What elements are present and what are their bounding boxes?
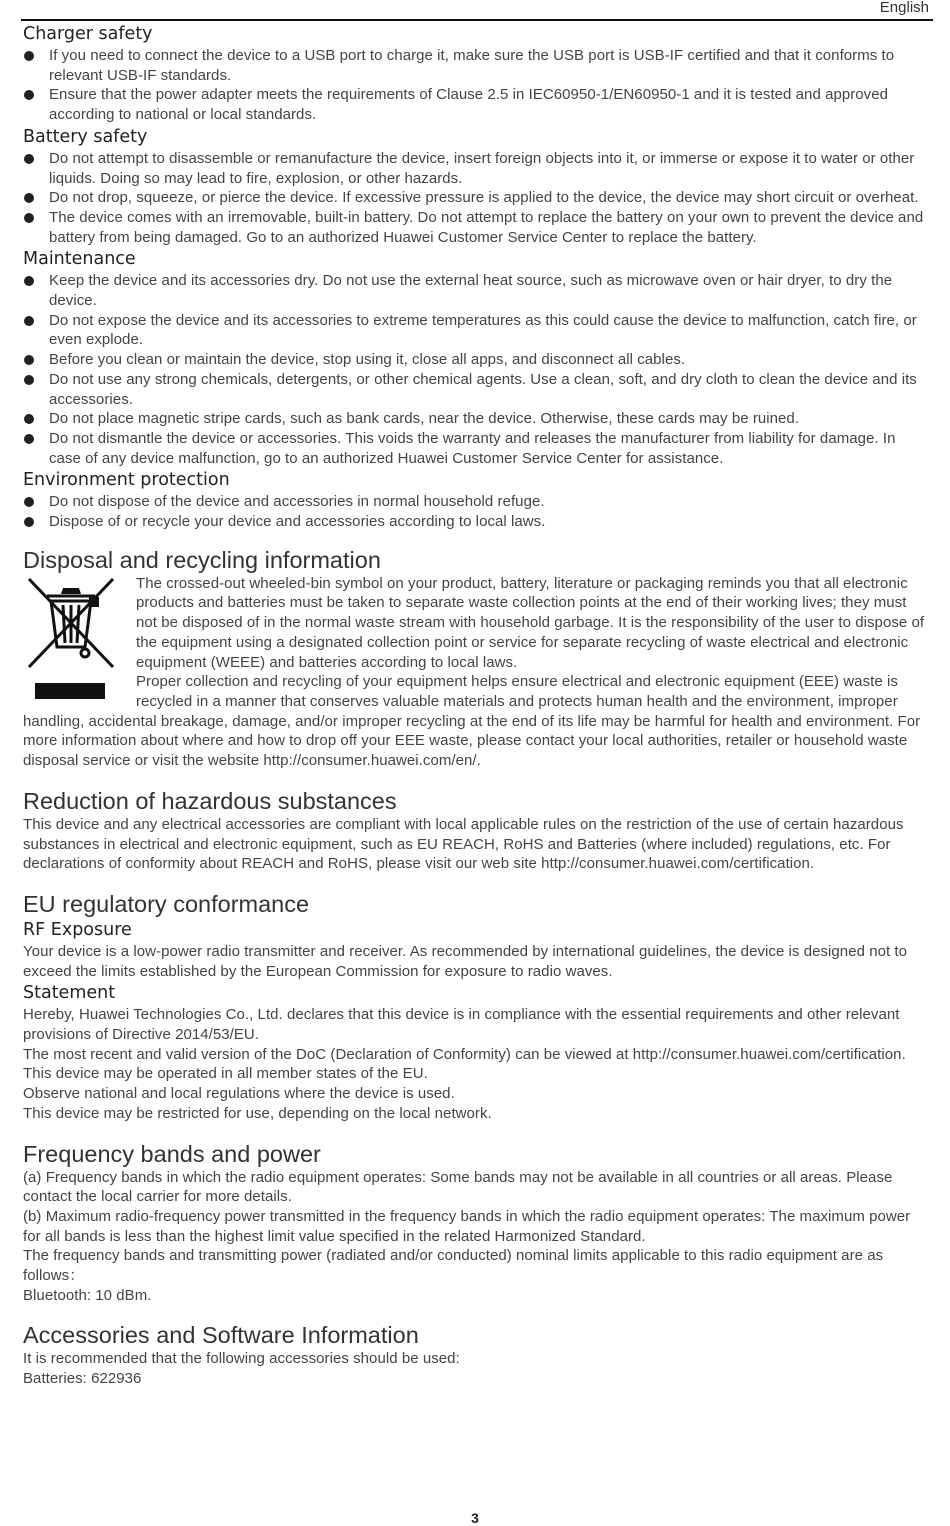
statement-line: This device may be operated in all member states of the EU.	[23, 1065, 428, 1083]
disposal-paragraph-2: Proper collection and recycling of your equipment helps ensure electrical and electronic equipment (EEE) waste is recycled in a manner that conserves valuable materials and protects human health and the environment, improper handling, accidental breakage, damage, and/or improper recycling at the end of its life may be harmful for health and environment. For more information about where and how to drop off your EEE waste, please contact your local authorities, retailer or household waste disposal service or visit the website http://consumer.huawei.com/en/.	[23, 673, 921, 770]
list-item: Dispose of or recycle your device and accessories according to local laws.	[23, 512, 931, 532]
frequency-line: (a) Frequency bands in which the radio equipment operates: Some bands may not be available in all countries or all areas. Please contact the local carrier for more details.	[23, 1168, 893, 1206]
statement-line: This device may be restricted for use, depending on the local network.	[23, 1104, 492, 1122]
bullet-icon	[24, 355, 34, 365]
disposal-section	[23, 574, 931, 771]
list-item: Do not attempt to disassemble or remanufacture the device, insert foreign objects into it, or immerse or expose it to water or other liquids. Doing so may lead to fire, explosion, or other hazards.	[23, 149, 931, 188]
battery-safety-heading: Battery safety	[23, 126, 148, 147]
page-content	[23, 22, 931, 1389]
rf-exposure-heading: RF Exposure	[23, 919, 132, 940]
list-item: Do not expose the device and its accessories to extreme temperatures as this could cause the device to malfunction, catch fire, or even explode.	[23, 311, 931, 350]
maintenance-list	[23, 271, 931, 468]
rf-exposure-paragraph: Your device is a low-power radio transmitter and receiver. As recommended by international guidelines, the device is designed not to exceed the limits established by the European Commission for exposure to radio waves.	[23, 942, 908, 980]
list-item: The device comes with an irremovable, built-in battery. Do not attempt to replace the battery on your own to prevent the device and battery from being damaged. Go to an authorized Huawei Customer Service Center to replace the battery.	[23, 208, 931, 247]
bullet-icon	[24, 90, 34, 100]
maintenance-heading: Maintenance	[23, 249, 136, 270]
accessories-heading: Accessories and Software Information	[23, 1322, 419, 1349]
charger-safety-list	[23, 46, 931, 125]
bullet-icon	[24, 213, 34, 223]
language-label: English	[879, 0, 929, 16]
header-rule	[21, 19, 933, 21]
bullet-icon	[24, 154, 34, 164]
statement-heading: Statement	[23, 983, 116, 1004]
environment-protection-list	[23, 492, 931, 531]
list-item: If you need to connect the device to a USB port to charge it, make sure the USB port is USB-IF certified and that it conforms to relevant USB-IF standards.	[23, 46, 931, 85]
accessories-line: It is recommended that the following accessories should be used:	[23, 1350, 460, 1368]
hazardous-heading: Reduction of hazardous substances	[23, 787, 397, 814]
disposal-paragraph-1: The crossed-out wheeled-bin symbol on your product, battery, literature or packaging reminds you that all electronic products and batteries must be taken to separate waste collection points at the end of their working lives; they must not be disposed of in the normal waste stream with household garbage. It is the responsibility of the user to dispose of the equipment using a designated collection point or service for separate recycling of waste electrical and electronic equipment (WEEE) and batteries according to local laws.	[136, 574, 925, 671]
statement-line: Observe national and local regulations where the device is used.	[23, 1085, 455, 1103]
list-item: Ensure that the power adapter meets the requirements of Clause 2.5 in IEC60950-1/EN60950-1 and it is tested and approved according to national or local standards.	[23, 85, 931, 124]
list-item: Do not use any strong chemicals, detergents, or other chemical agents. Use a clean, soft, and dry cloth to clean the device and its accessories.	[23, 370, 931, 409]
hazardous-paragraph: This device and any electrical accessories are compliant with local applicable rules on the restriction of the use of certain hazardous substances in electrical and electronic equipment, such as EU REACH, RoHS and Batteries (where included) regulations, etc. For declarations of conformity about REACH and RoHS, please visit our web site http://consumer.huawei.com/certification.	[23, 815, 904, 873]
bullet-icon	[24, 434, 34, 444]
bin-drawing	[23, 575, 121, 681]
list-item: Do not drop, squeeze, or pierce the device. If excessive pressure is applied to the device, the device may short circuit or overheat.	[23, 188, 931, 208]
bullet-icon	[24, 316, 34, 326]
list-item: Before you clean or maintain the device, stop using it, close all apps, and disconnect all cables.	[23, 350, 931, 370]
frequency-heading: Frequency bands and power	[23, 1140, 321, 1167]
statement-line: Hereby, Huawei Technologies Co., Ltd. declares that this device is in compliance with the essential requirements and other relevant provisions of Directive 2014/53/EU.	[23, 1006, 900, 1044]
bullet-icon	[24, 375, 34, 385]
disposal-heading: Disposal and recycling information	[23, 546, 381, 573]
bin-underline-bar	[35, 683, 105, 699]
crossed-out-wheeled-bin-icon	[23, 575, 121, 699]
frequency-line: Bluetooth: 10 dBm.	[23, 1286, 152, 1304]
frequency-line: The frequency bands and transmitting power (radiated and/or conducted) nominal limits applicable to this radio equipment are as follows：	[23, 1247, 884, 1285]
list-item: Do not place magnetic stripe cards, such as bank cards, near the device. Otherwise, these cards may be ruined.	[23, 409, 931, 429]
frequency-line: (b) Maximum radio-frequency power transmitted in the frequency bands in which the radio equipment operates: The maximum power for all bands is less than the highest limit value specified in the related Harmonized Standard.	[23, 1207, 911, 1245]
statement-line: The most recent and valid version of the DoC (Declaration of Conformity) can be viewed at http://consumer.huawei.com/certification.	[23, 1045, 906, 1063]
accessories-line: Batteries: 622936	[23, 1370, 142, 1388]
list-item: Keep the device and its accessories dry. Do not use the external heat source, such as microwave oven or hair dryer, to dry the device.	[23, 271, 931, 310]
bullet-icon	[24, 414, 34, 424]
list-item: Do not dispose of the device and accessories in normal household refuge.	[23, 492, 931, 512]
list-item: Do not dismantle the device or accessories. This voids the warranty and releases the manufacturer from liability for damage. In case of any device malfunction, go to an authorized Huawei Customer Service Center for assistance.	[23, 429, 931, 468]
page-number: 3	[471, 1510, 479, 1526]
bullet-icon	[24, 276, 34, 286]
environment-protection-heading: Environment protection	[23, 470, 230, 491]
charger-safety-heading: Charger safety	[23, 24, 153, 44]
bullet-icon	[24, 517, 34, 527]
bullet-icon	[24, 497, 34, 507]
bullet-icon	[24, 193, 34, 203]
bullet-icon	[24, 51, 34, 61]
eu-conformance-heading: EU regulatory conformance	[23, 890, 310, 917]
battery-safety-list	[23, 149, 931, 248]
